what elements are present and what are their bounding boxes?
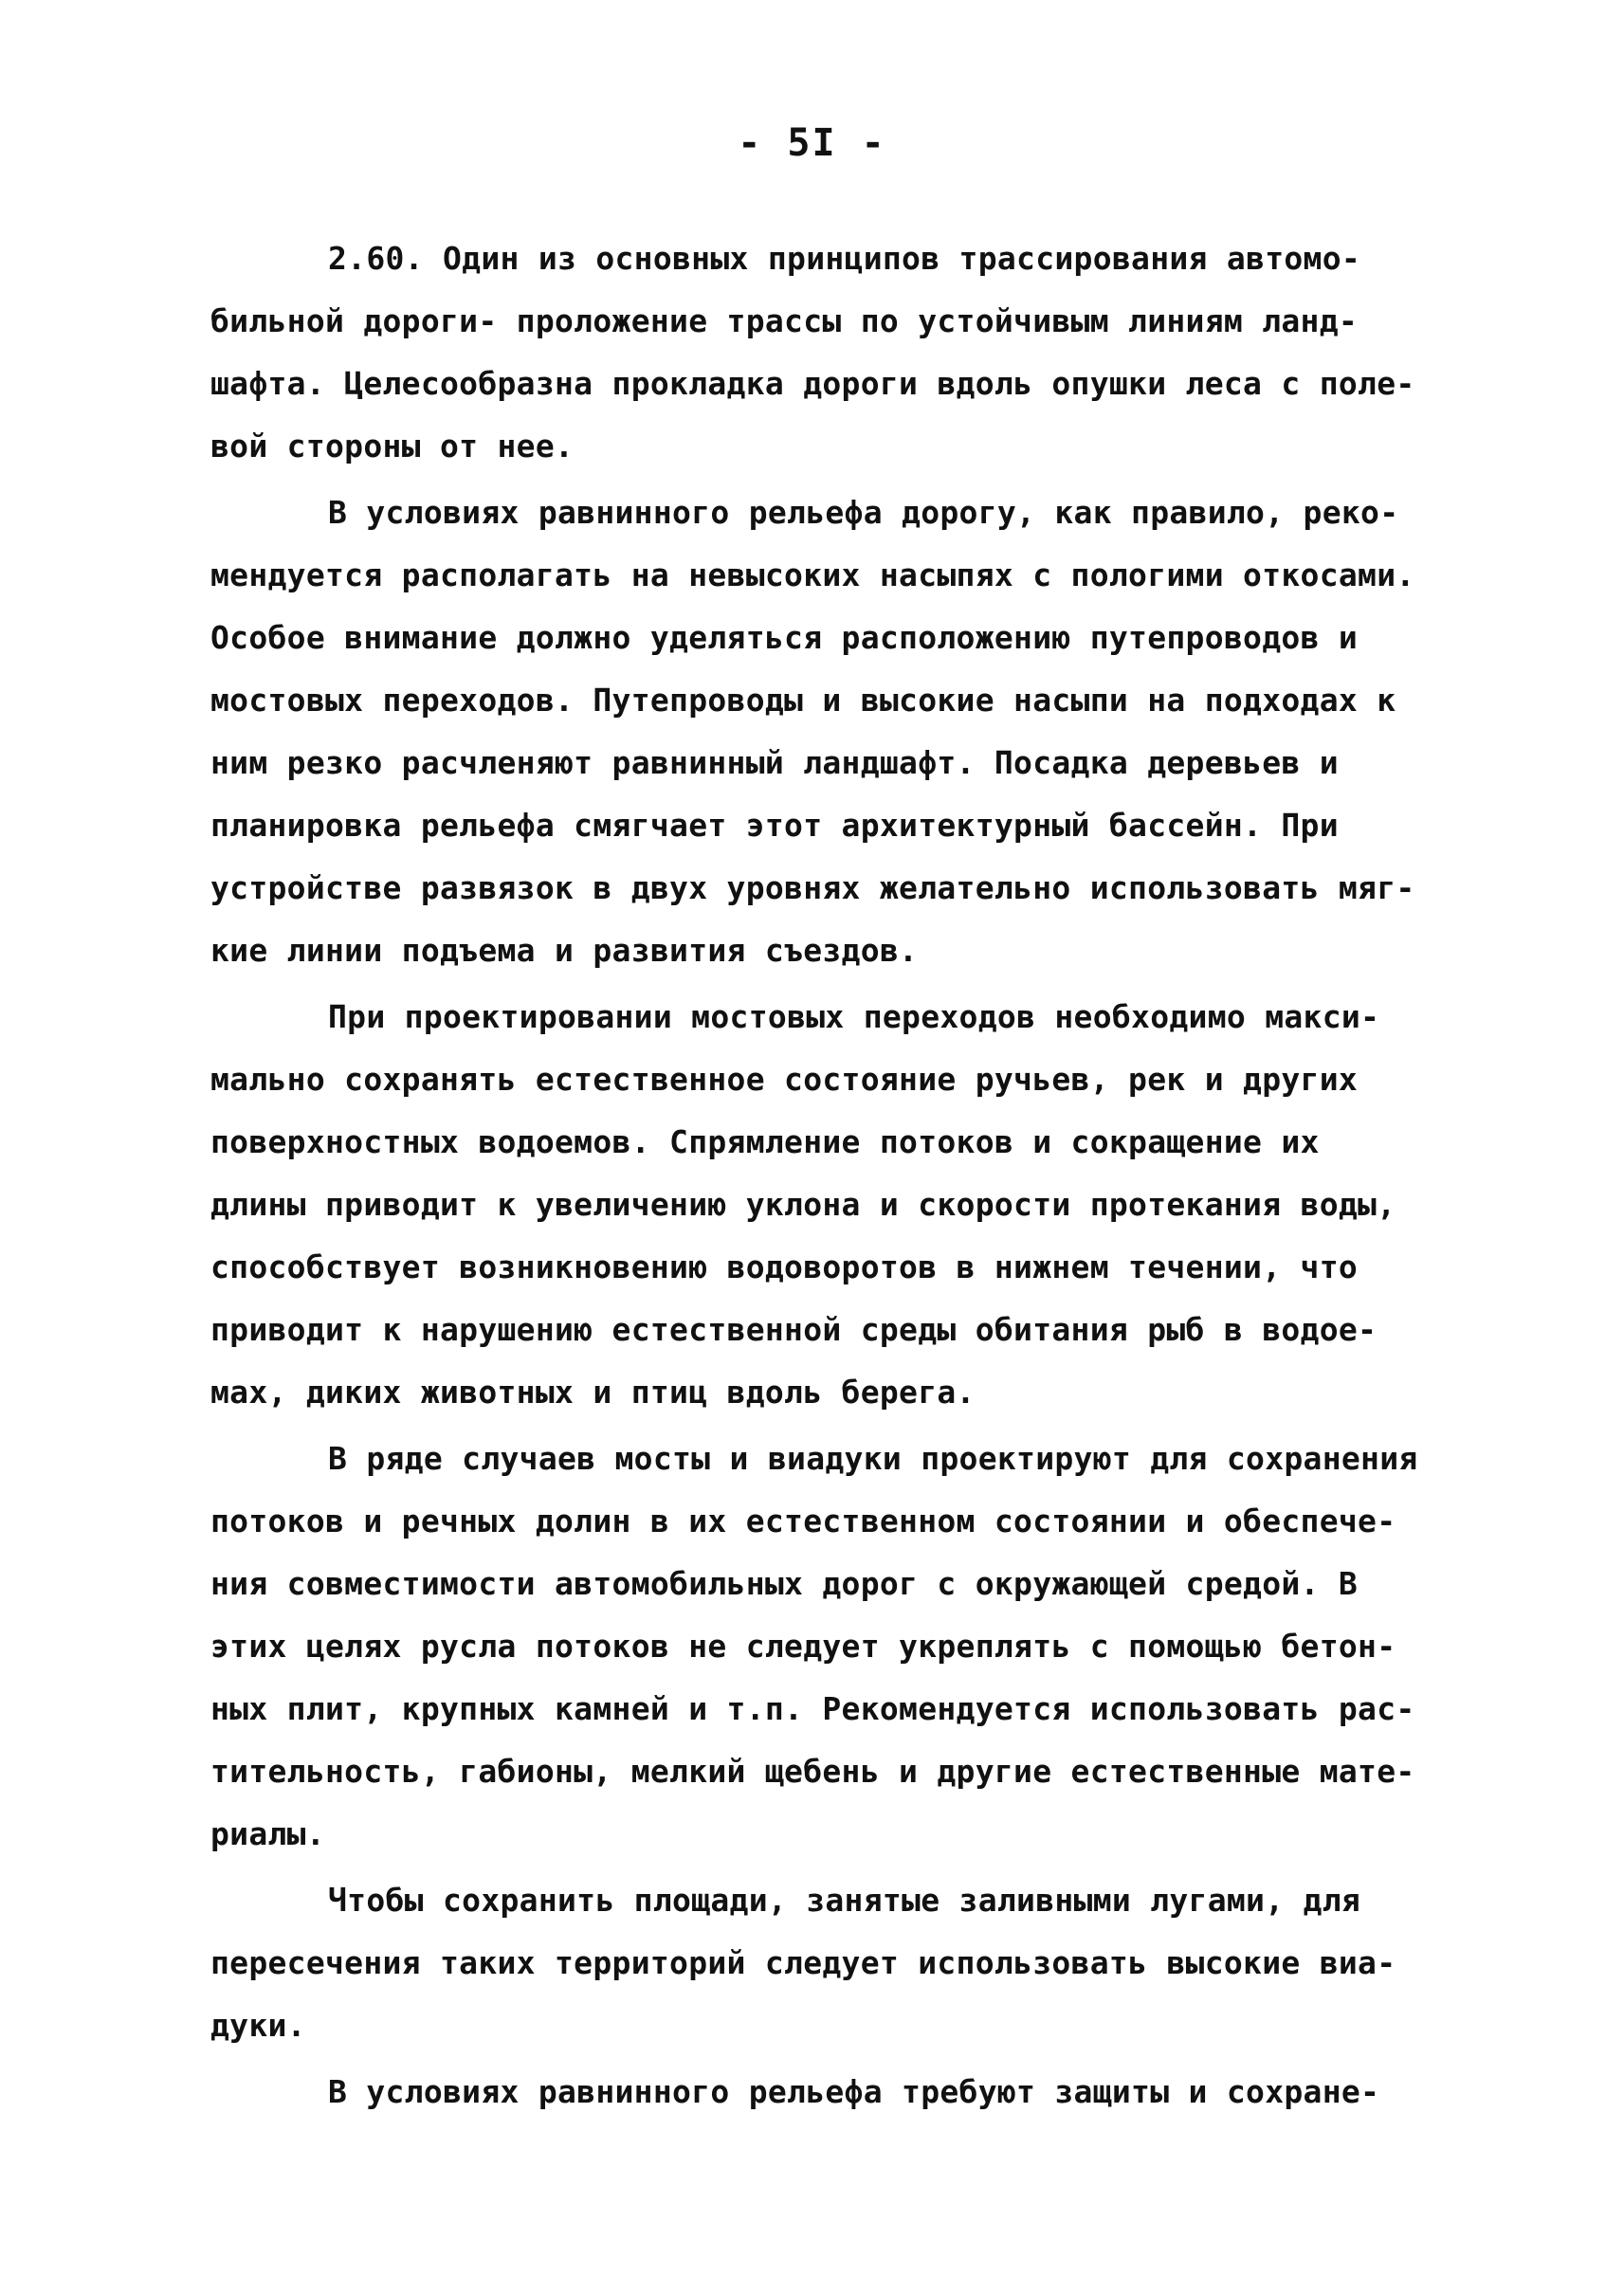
paragraph-line: длины приводит к увеличению уклона и скорости протекания воды, [210,1186,1396,1223]
paragraph-line: вой стороны от нее. [210,428,575,464]
page-number: - 5I - [738,121,886,165]
paragraph-plain-relief [210,482,1433,982]
paragraph-line: этих целях русла потоков не следует укреплять с помощью бетон- [210,1628,1396,1665]
paragraph-line: мостовых переходов. Путепроводы и высокие насыпи на подходах к [210,682,1396,719]
paragraph-line: Особое внимание должно уделяться расположению путепроводов и [210,619,1359,656]
paragraph-line: риалы. [210,1815,326,1852]
paragraph-2-60 [210,228,1433,478]
paragraph-line: 2.60. Один из основных принципов трассирования автомо- [328,240,1361,277]
paragraph-line: В условиях равнинного рельефа требуют защиты и сохране- [328,2073,1380,2110]
body-text [210,228,1433,2123]
paragraph-line: мах, диких животных и птиц вдоль берега. [210,1374,976,1411]
paragraph-flood-meadows [210,1869,1433,2057]
paragraph-line: В условиях равнинного рельефа дорогу, как правило, реко- [328,494,1399,531]
paragraph-viaducts [210,1428,1433,1866]
paragraph-line: поверхностных водоемов. Спрямление потоков и сокращение их [210,1123,1320,1160]
paragraph-line: мально сохранять естественное состояние ручьев, рек и других [210,1061,1359,1098]
paragraph-bridge-crossings [210,986,1433,1424]
paragraph-line: бильной дороги- проложение трассы по устойчивым линиям ланд- [210,302,1359,339]
paragraph-line: приводит к нарушению естественной среды обитания рыб в водое- [210,1311,1378,1348]
paragraph-line: кие линии подъема и развития съездов. [210,932,919,969]
paragraph-line: способствует возникновению водоворотов в нижнем течении, что [210,1248,1359,1285]
paragraph-line: планировка рельефа смягчает этот архитектурный бассейн. При [210,807,1339,844]
paragraph-line: шафта. Целесообразна прокладка дороги вдоль опушки леса с поле- [210,365,1415,402]
paragraph-line: При проектировании мостовых переходов необходимо макси- [328,998,1380,1035]
paragraph-line: устройстве развязок в двух уровнях желательно использовать мяг- [210,869,1415,906]
paragraph-line: мендуется располагать на невысоких насыпях с пологими откосами. [210,556,1415,593]
paragraph-line: потоков и речных долин в их естественном состоянии и обеспече- [210,1503,1396,1539]
paragraph-line: В ряде случаев мосты и виадуки проектируют для сохранения [328,1440,1418,1477]
paragraph-line: ния совместимости автомобильных дорог с окружающей средой. В [210,1565,1359,1602]
paragraph-line: дуки. [210,2007,306,2044]
paragraph-line: Чтобы сохранить площади, занятые заливными лугами, для [328,1882,1361,1919]
paragraph-protection [210,2061,1433,2123]
paragraph-line: пересечения таких территорий следует использовать высокие виа- [210,1944,1396,1981]
paragraph-line: ных плит, крупных камней и т.п. Рекомендуется использовать рас- [210,1690,1415,1727]
paragraph-line: тительность, габионы, мелкий щебень и другие естественные мате- [210,1753,1415,1790]
paragraph-line: ним резко расчленяют равнинный ландшафт. Посадка деревьев и [210,744,1339,781]
